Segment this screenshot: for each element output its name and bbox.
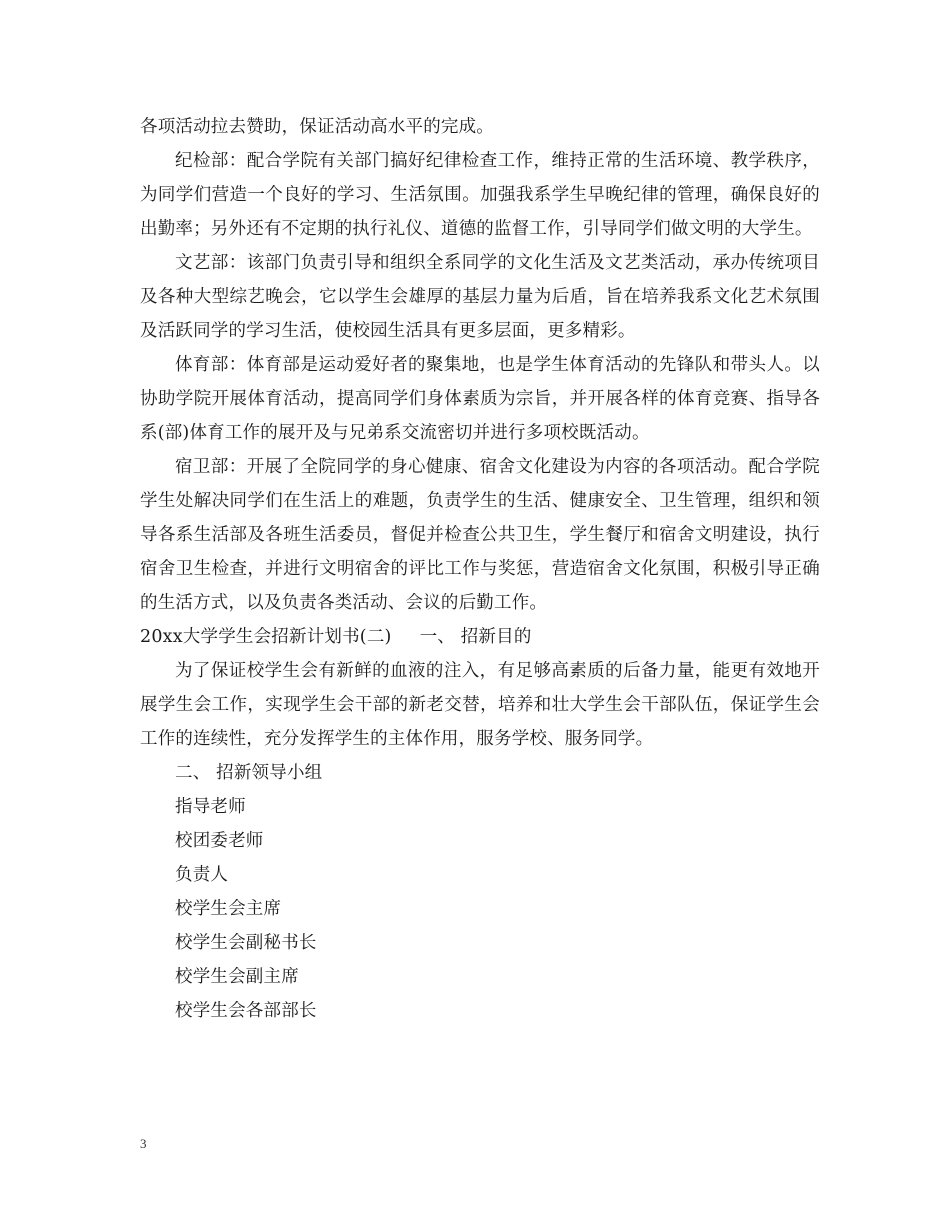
list-item: 负责人 (175, 865, 229, 885)
section-heading (140, 620, 820, 654)
list-item: 校团委老师 (175, 831, 264, 851)
paragraph-sponsorship-end: 各项活动拉去赞助，保证活动高水平的完成。 (140, 117, 494, 137)
page-number: 3 (140, 1136, 147, 1151)
list-item: 校学生会主席 (175, 899, 282, 919)
list-item: 指导老师 (175, 797, 246, 817)
list-item: 校学生会副主席 (175, 967, 299, 987)
paragraph-dormitory-dept: 宿卫部：开展了全院同学的身心健康、宿舍文化建设为内容的各项活动。配合学院学生处解决同学们在生活上的难题，负责学生的生活、健康安全、卫生管理，组织和领导各系生活部及各班生活委员，督促并检查公共卫生，学生餐厅和宿舍文明建设，执行宿舍卫生检查，并进行文明宿舍的评比工作与奖惩，营造宿舍文化氛围，积极引导正确的生活方式，以及负责各类活动、会议的后勤工作。 (140, 457, 820, 613)
paragraph-sports-dept: 体育部：体育部是运动爱好者的聚集地，也是学生体育活动的先锋队和带头人。以协助学院开展体育活动，提高同学们身体素质为宗旨，并开展各样的体育竞赛、指导各系(部)体育工作的展开及与兄弟系交流密切并进行多项校既活动。 (140, 355, 820, 443)
section-title-leadership: 二、 招新领导小组 (175, 763, 323, 783)
document-body (140, 110, 820, 1028)
list-item: 校学生会各部部长 (175, 1001, 317, 1021)
paragraph-arts-dept: 文艺部：该部门负责引导和组织全系同学的文化生活及文艺类活动，承办传统项目及各种大型综艺晚会，它以学生会雄厚的基层力量为后盾，旨在培养我系文化艺术氛围及活跃同学的学习生活，使校园生活具有更多层面，更多精彩。 (140, 253, 820, 341)
section-title-purpose: 一、 招新目的 (419, 627, 532, 647)
list-item: 校学生会副秘书长 (175, 933, 317, 953)
document-title: 20xx大学学生会招新计划书(二) (140, 627, 392, 647)
paragraph-recruitment-purpose: 为了保证校学生会有新鲜的血液的注入，有足够高素质的后备力量，能更有效地开展学生会工作，实现学生会干部的新老交替，培养和壮大学生会干部队伍，保证学生会工作的连续性，充分发挥学生的主体作用，服务学校、服务同学。 (140, 661, 820, 749)
paragraph-discipline-dept: 纪检部：配合学院有关部门搞好纪律检查工作，维持正常的生活环境、教学秩序，为同学们营造一个良好的学习、生活氛围。加强我系学生早晚纪律的管理，确保良好的出勤率；另外还有不定期的执行礼仪、道德的监督工作，引导同学们做文明的大学生。 (140, 151, 820, 239)
